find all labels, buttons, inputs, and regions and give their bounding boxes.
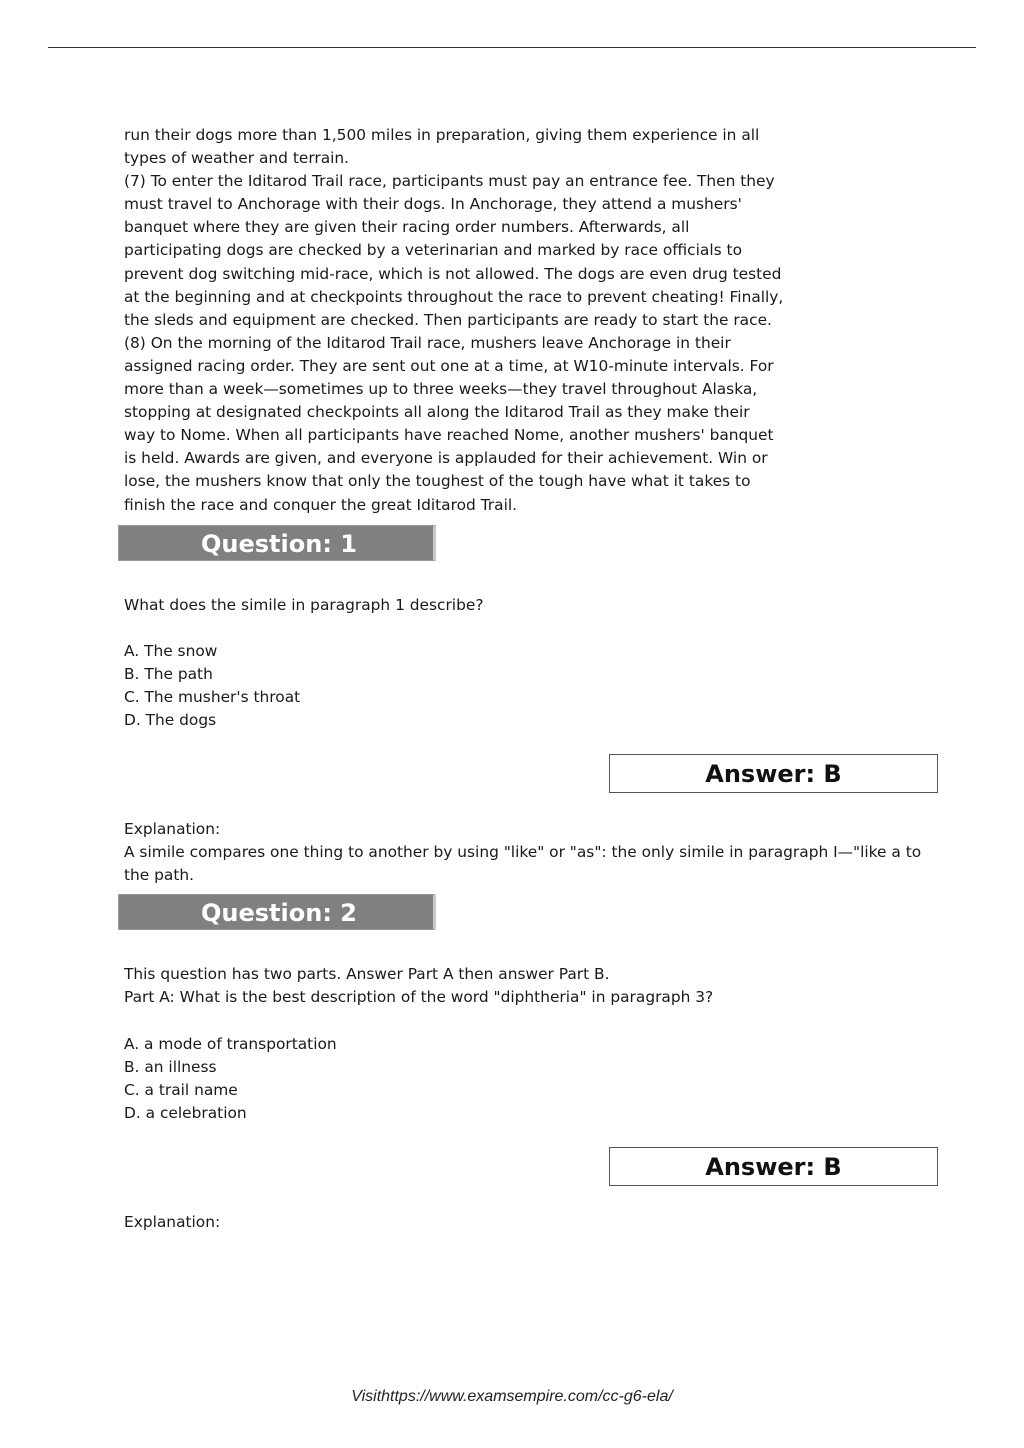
- question-1-options: [124, 640, 300, 732]
- question-1-answer: Answer: B: [705, 760, 842, 788]
- passage-line: types of weather and terrain.: [124, 149, 350, 168]
- question-2-banner: [118, 894, 436, 930]
- passage-line: finish the race and conquer the great Iditarod Trail.: [124, 495, 518, 514]
- option-d: D. a celebration: [124, 1104, 247, 1123]
- question-2-options: [124, 1033, 337, 1125]
- question-1-answer-box: [609, 754, 938, 793]
- option-c: C. The musher's throat: [124, 688, 301, 707]
- question-2-explanation: [124, 1211, 220, 1234]
- option-a: A. a mode of transportation: [124, 1035, 337, 1053]
- explanation-label: Explanation:: [124, 820, 221, 838]
- option-d: D. The dogs: [124, 711, 217, 730]
- question-prompt-line: Part A: What is the best description of the word "diphtheria" in paragraph 3?: [124, 988, 714, 1007]
- passage-line: (8) On the morning of the Iditarod Trail race, mushers leave Anchorage in their: [124, 333, 731, 352]
- passage-line: participating dogs are checked by a veterinarian and marked by race officials to: [124, 241, 742, 260]
- passage-line: must travel to Anchorage with their dogs. In Anchorage, they attend a mushers': [124, 195, 742, 214]
- explanation-line: A simile compares one thing to another by using "like" or "as": the only simile in paragraph I—"like a to: [124, 843, 922, 862]
- question-prompt-line: This question has two parts. Answer Part A then answer Part B.: [124, 965, 610, 983]
- reading-passage: [124, 124, 783, 517]
- passage-line: prevent dog switching mid-race, which is not allowed. The dogs are even drug tested: [124, 264, 782, 283]
- question-2-title: Question: 2: [201, 899, 357, 927]
- question-1-title: Question: 1: [201, 530, 357, 558]
- question-1-prompt: [124, 594, 484, 617]
- passage-line: is held. Awards are given, and everyone is applauded for their achievement. Win or: [124, 449, 768, 468]
- passage-line: more than a week—sometimes up to three weeks—they travel throughout Alaska,: [124, 380, 758, 399]
- passage-line: stopping at designated checkpoints all along the Iditarod Trail as they make their: [124, 403, 750, 422]
- passage-line: way to Nome. When all participants have reached Nome, another mushers' banquet: [124, 426, 774, 445]
- question-2-answer-box: [609, 1147, 938, 1186]
- header-rule: [48, 47, 976, 48]
- passage-line: (7) To enter the Iditarod Trail race, participants must pay an entrance fee. Then they: [124, 172, 775, 191]
- passage-line: lose, the mushers know that only the toughest of the tough have what it takes to: [124, 472, 751, 491]
- option-b: B. The path: [124, 665, 213, 684]
- passage-line: assigned racing order. They are sent out one at a time, at W10-minute intervals. For: [124, 356, 774, 375]
- option-a: A. The snow: [124, 642, 218, 660]
- question-2-answer: Answer: B: [705, 1153, 842, 1181]
- explanation-label: Explanation:: [124, 1213, 221, 1231]
- passage-line: the sleds and equipment are checked. Then participants are ready to start the race.: [124, 310, 772, 329]
- passage-line: run their dogs more than 1,500 miles in preparation, giving them experience in all: [124, 126, 760, 144]
- option-c: C. a trail name: [124, 1081, 238, 1100]
- passage-line: at the beginning and at checkpoints throughout the race to prevent cheating! Finally,: [124, 287, 784, 306]
- question-1-explanation: [124, 818, 921, 887]
- option-b: B. an illness: [124, 1058, 217, 1077]
- passage-line: banquet where they are given their racing order numbers. Afterwards, all: [124, 218, 690, 237]
- question-2-prompt: [124, 963, 713, 1009]
- question-1-banner: [118, 525, 436, 561]
- explanation-line: the path.: [124, 866, 195, 885]
- question-prompt-line: What does the simile in paragraph 1 describe?: [124, 596, 484, 614]
- footer-link[interactable]: Visithttps://www.examsempire.com/cc-g6-ela/: [351, 1388, 673, 1405]
